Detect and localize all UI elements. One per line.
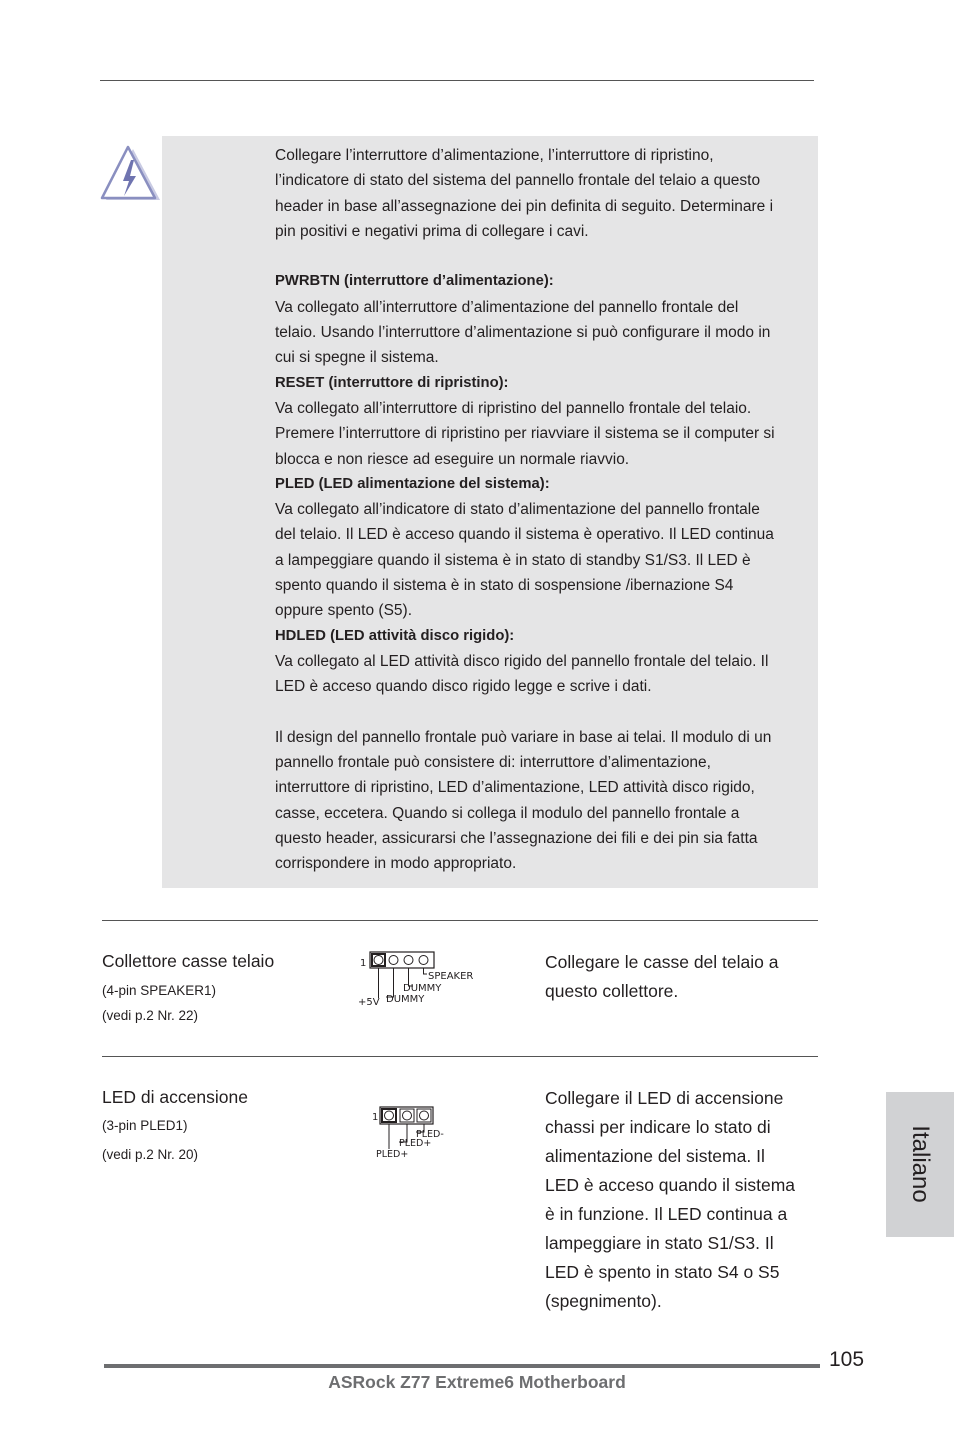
note-line: Va collegato all’indicatore di stato d’alimentazione del pannello frontale	[275, 501, 760, 519]
desc-line: è in funzione. Il LED continua a	[545, 1204, 788, 1224]
dummy-pin-label: DUMMY	[403, 983, 442, 994]
desc-line: LED è acceso quando il sistema	[545, 1175, 795, 1195]
desc-line: Collegare il LED di accensione	[545, 1088, 784, 1108]
speaker-pin-label: SPEAKER	[428, 971, 474, 982]
warning-note-text	[275, 143, 820, 877]
pled-heading: PLED (LED alimentazione del sistema):	[275, 475, 550, 492]
warning-icon	[100, 144, 164, 204]
speaker-title: Collettore casse telaio	[102, 951, 275, 971]
5v-pin-label: +5V	[358, 997, 380, 1008]
desc-line: LED è spento in stato S4 o S5	[545, 1262, 780, 1282]
top-rule	[100, 80, 814, 81]
speaker-pin: (4-pin SPEAKER1)	[102, 983, 217, 998]
footer-title: ASRock Z77 Extreme6 Motherboard	[328, 1372, 626, 1392]
note-line: Va collegato all’interruttore di ripristino del pannello frontale del telaio.	[275, 399, 752, 417]
note-line: spento quando il sistema è in stato di sospensione /ibernazione S4	[275, 577, 734, 595]
pin1-label: 1	[360, 958, 367, 969]
speaker-description	[545, 948, 825, 1006]
pled-header-diagram	[370, 1102, 460, 1164]
note-line: pin positivi e negativi prima di collegare i cavi.	[275, 222, 589, 240]
note-line: cui si spegne il sistema.	[275, 349, 439, 367]
section-divider	[102, 920, 818, 921]
pled-plus-label: PLED+	[376, 1149, 409, 1160]
pled-pin: (3-pin PLED1)	[102, 1118, 188, 1133]
desc-line: (spegnimento).	[545, 1291, 662, 1311]
note-line: Va collegato al LED attività disco rigido del pannello frontale del telaio. Il	[275, 652, 769, 670]
pled-title: LED di accensione	[102, 1087, 248, 1107]
hdled-heading: HDLED (LED attività disco rigido):	[275, 627, 515, 644]
footer-rule	[104, 1364, 820, 1368]
speaker-header-diagram	[355, 948, 485, 1010]
desc-line: chassi per indicare lo stato di	[545, 1117, 771, 1137]
note-line: questo header, assicurarsi che l’assegnazione dei fili e dei pin sia fatta	[275, 830, 758, 848]
desc-line: alimentazione del sistema. Il	[545, 1146, 765, 1166]
note-line: LED è acceso quando disco rigido legge e scrive i dati.	[275, 678, 652, 696]
note-line: l’indicatore di stato del sistema del pannello frontale del telaio a questo	[275, 172, 761, 190]
note-line: blocca e non riesce ad eseguire un normale riavvio.	[275, 450, 630, 468]
page-number: 105	[829, 1348, 865, 1371]
note-line: telaio. Usando l’interruttore d’alimentazione si può configurare il modo in	[275, 324, 771, 342]
language-side-tab	[886, 1092, 954, 1237]
pled-minus-label: PLED-	[416, 1129, 444, 1140]
language-tab-label: Italiano	[907, 1125, 934, 1203]
note-line: Va collegato all’interruttore d’alimentazione del pannello frontale del	[275, 298, 739, 316]
note-line: interruttore di ripristino, LED d’alimentazione, LED attività disco rigido,	[275, 779, 755, 797]
note-line: corrispondere in modo appropriato.	[275, 855, 517, 873]
note-line: Il design del pannello frontale può variare in base ai telai. Il modulo di un	[275, 728, 772, 746]
note-line: pannello frontale può consistere di: interruttore d’alimentazione,	[275, 754, 711, 772]
pled-description	[545, 1084, 825, 1316]
note-line: Collegare l’interruttore d’alimentazione, l’interruttore di ripristino,	[275, 147, 714, 164]
dummy-pin-label: DUMMY	[386, 994, 425, 1005]
pwrbtn-heading: PWRBTN (interruttore d’alimentazione):	[275, 273, 554, 290]
section-divider	[102, 1056, 818, 1057]
note-line: oppure spento (S5).	[275, 602, 413, 620]
desc-line: Collegare le casse del telaio a	[545, 952, 779, 972]
speaker-ref: (vedi p.2 Nr. 22)	[102, 1008, 199, 1023]
note-line: a lampeggiare quando il sistema è in stato di standby S1/S3. Il LED è	[275, 551, 751, 569]
pled-ref: (vedi p.2 Nr. 20)	[102, 1147, 199, 1162]
note-line: del telaio. Il LED è acceso quando il sistema è operativo. Il LED continua	[275, 526, 774, 544]
pin1-label: 1	[372, 1112, 379, 1123]
desc-line: questo collettore.	[545, 981, 679, 1001]
note-line: casse, eccetera. Quando si collega il modulo del pannello frontale a	[275, 804, 740, 822]
desc-line: lampeggiare in stato S1/S3. Il	[545, 1233, 774, 1253]
reset-heading: RESET (interruttore di ripristino):	[275, 374, 509, 391]
note-line: header in base all’assegnazione dei pin definita di seguito. Determinare i	[275, 197, 774, 215]
note-line: Premere l’interruttore di ripristino per riavviare il sistema se il computer si	[275, 425, 775, 443]
pled-plus-label: PLED+	[399, 1138, 432, 1149]
